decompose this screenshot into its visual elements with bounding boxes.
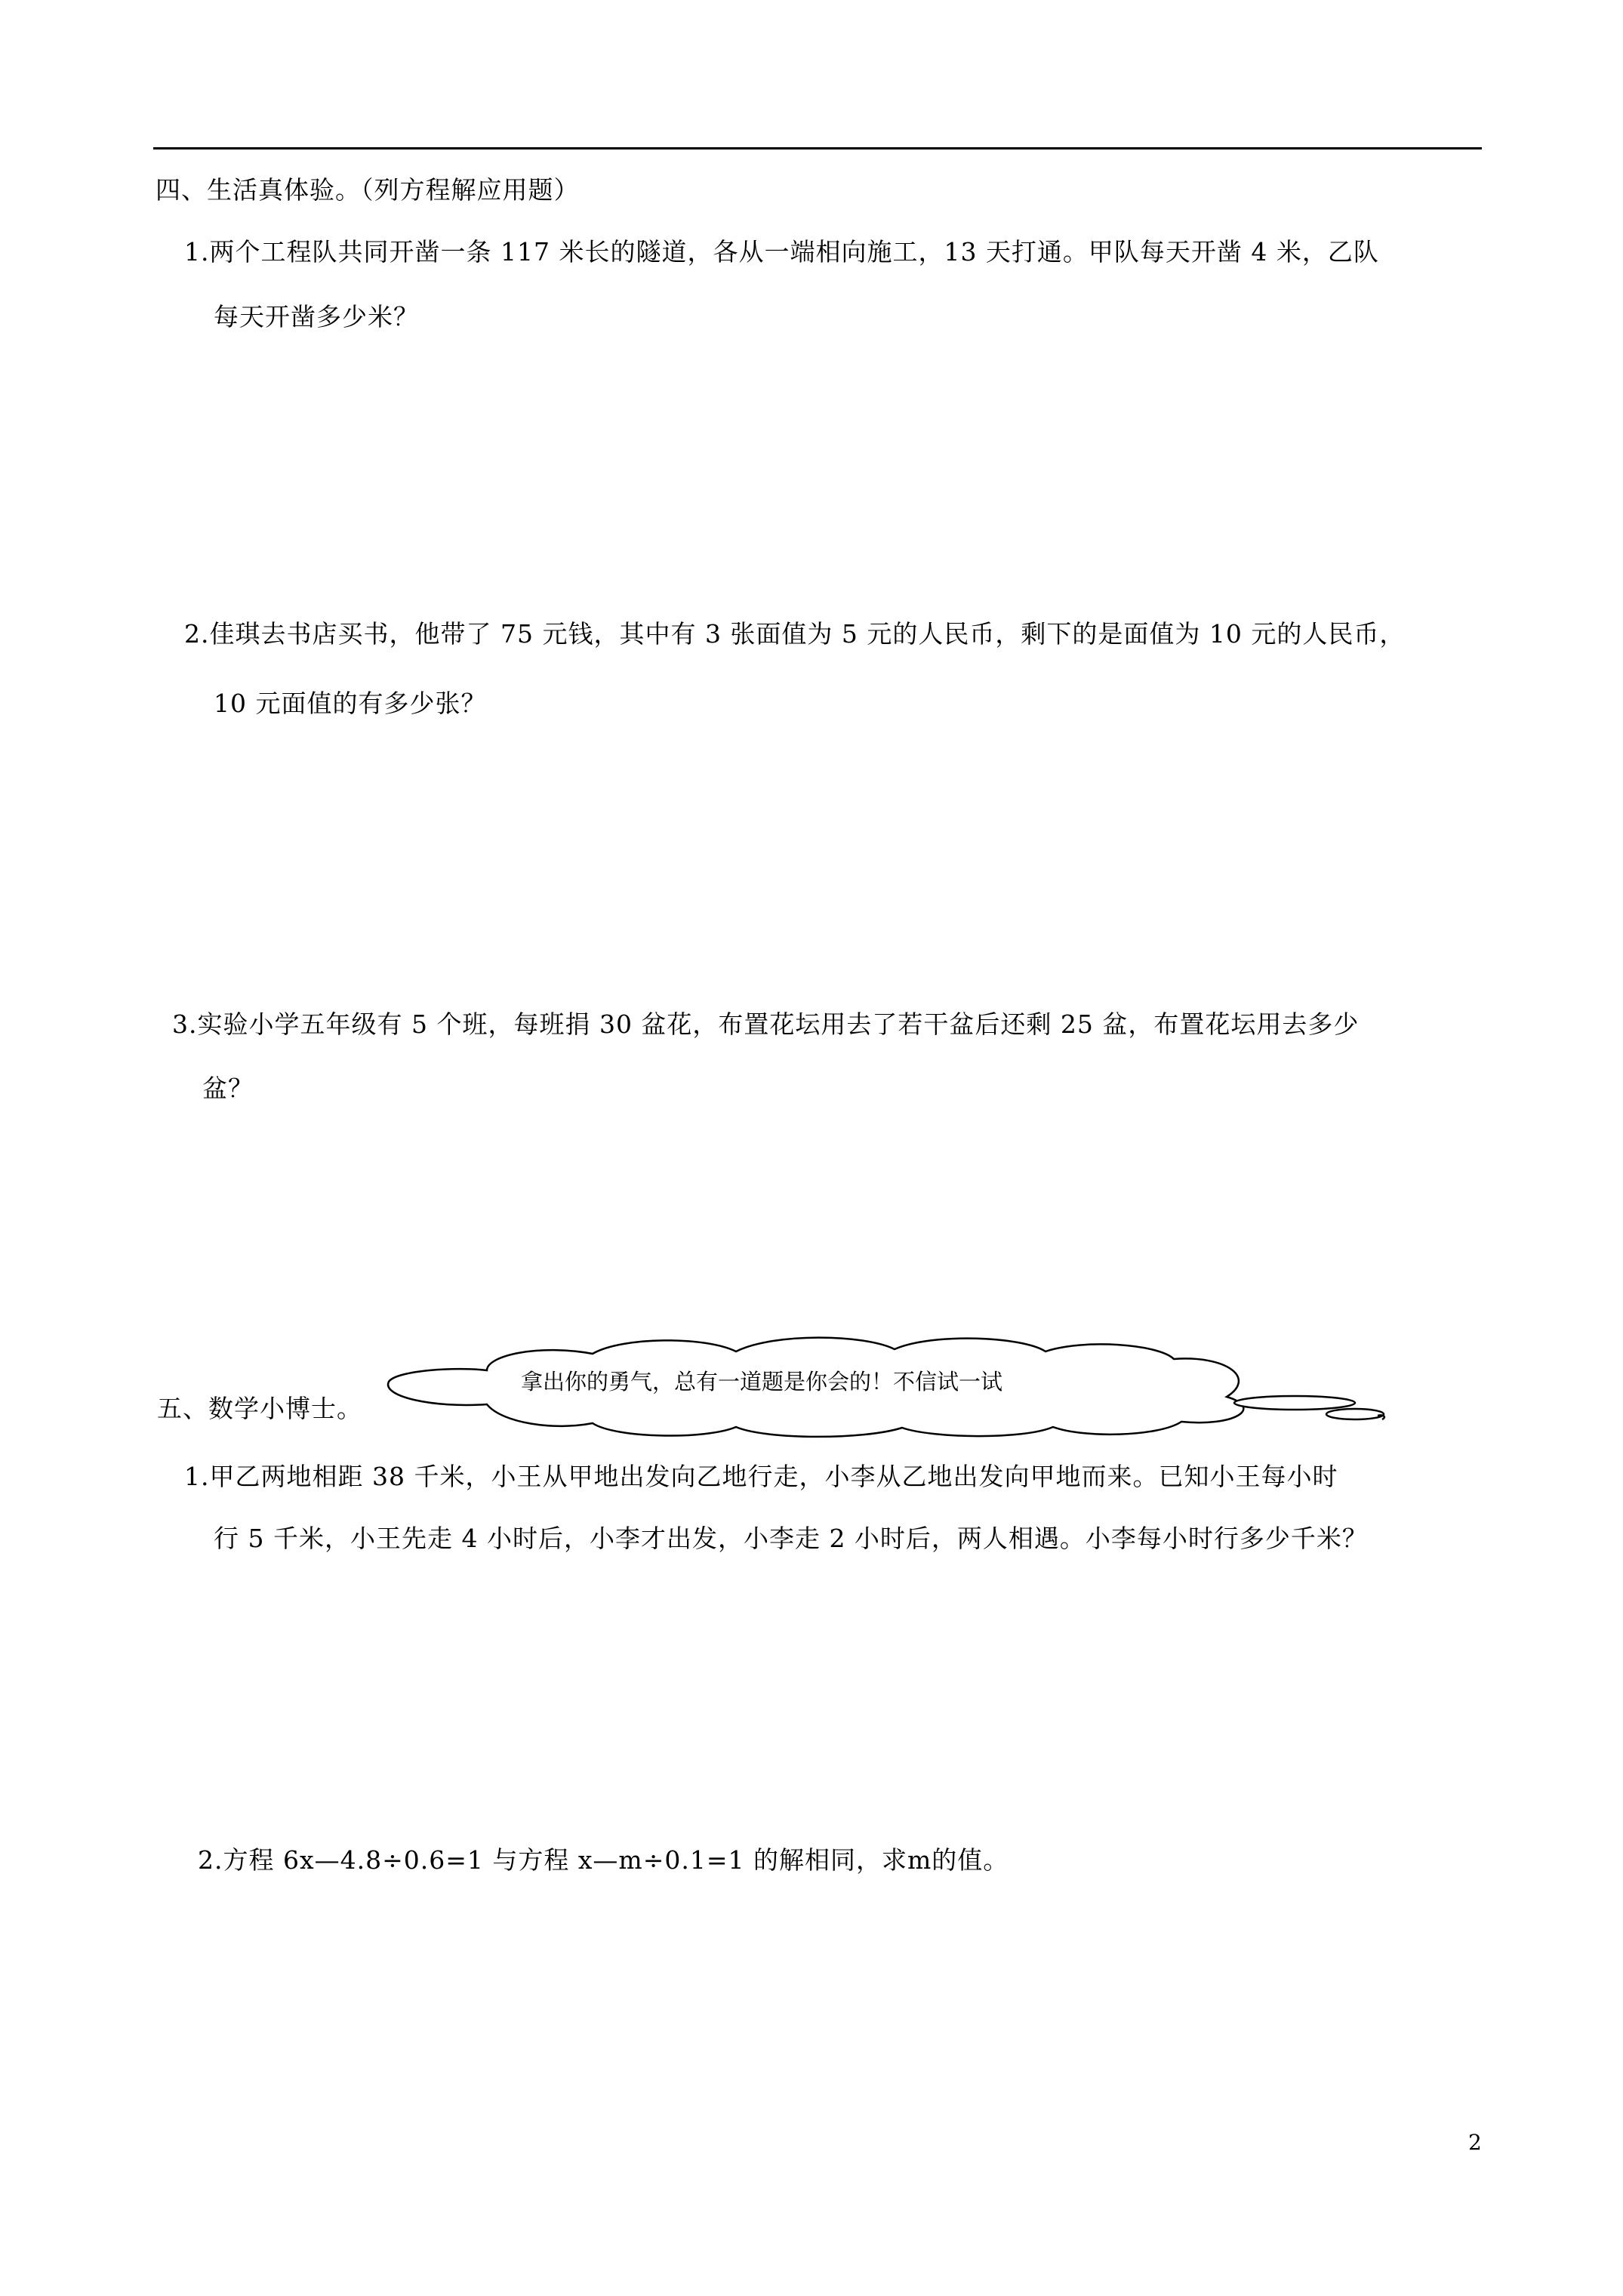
page-number: 2 [1468,2130,1482,2155]
question-4-3-line-2: 盆？ [202,1074,254,1103]
question-4-1-line-2: 每天开凿多少米？ [214,302,419,331]
header-rule [153,147,1482,149]
cloud-bubble-text: 拿出你的勇气，总有一道题是你会的！不信试一试 [521,1369,1003,1395]
question-5-1-line-2: 行 5 千米，小王先走 4 小时后，小李才出发，小李走 2 小时后，两人相遇。小李每小时行多少千米？ [214,1524,1368,1553]
question-4-2-line-2: 10 元面值的有多少张？ [214,689,487,718]
section-5-heading: 五、数学小博士。 [157,1394,362,1423]
section-4-heading: 四、生活真体验。（列方程解应用题） [156,175,580,205]
question-4-3-line-1: 3.实验小学五年级有 5 个班，每班捐 30 盆花，布置花坛用去了若干盆后还剩 25 盆，布置花坛用去多少 [172,1009,1360,1039]
question-4-2-line-1: 2.佳琪去书店买书，他带了 75 元钱，其中有 3 张面值为 5 元的人民币，剩下的是面值为 10 元的人民币， [184,619,1406,649]
question-5-1-line-1: 1.甲乙两地相距 38 千米，小王从甲地出发向乙地行走，小李从乙地出发向甲地而来。已知小王每小时 [184,1462,1338,1491]
question-5-2-line-1: 2.方程 6x—4.8÷0.6=1 与方程 x—m÷0.1=1 的解相同，求m的值。 [198,1845,1009,1875]
question-4-1-line-1: 1.两个工程队共同开凿一条 117 米长的隧道，各从一端相向施工，13 天打通。甲队每天开凿 4 米，乙队 [184,237,1379,267]
